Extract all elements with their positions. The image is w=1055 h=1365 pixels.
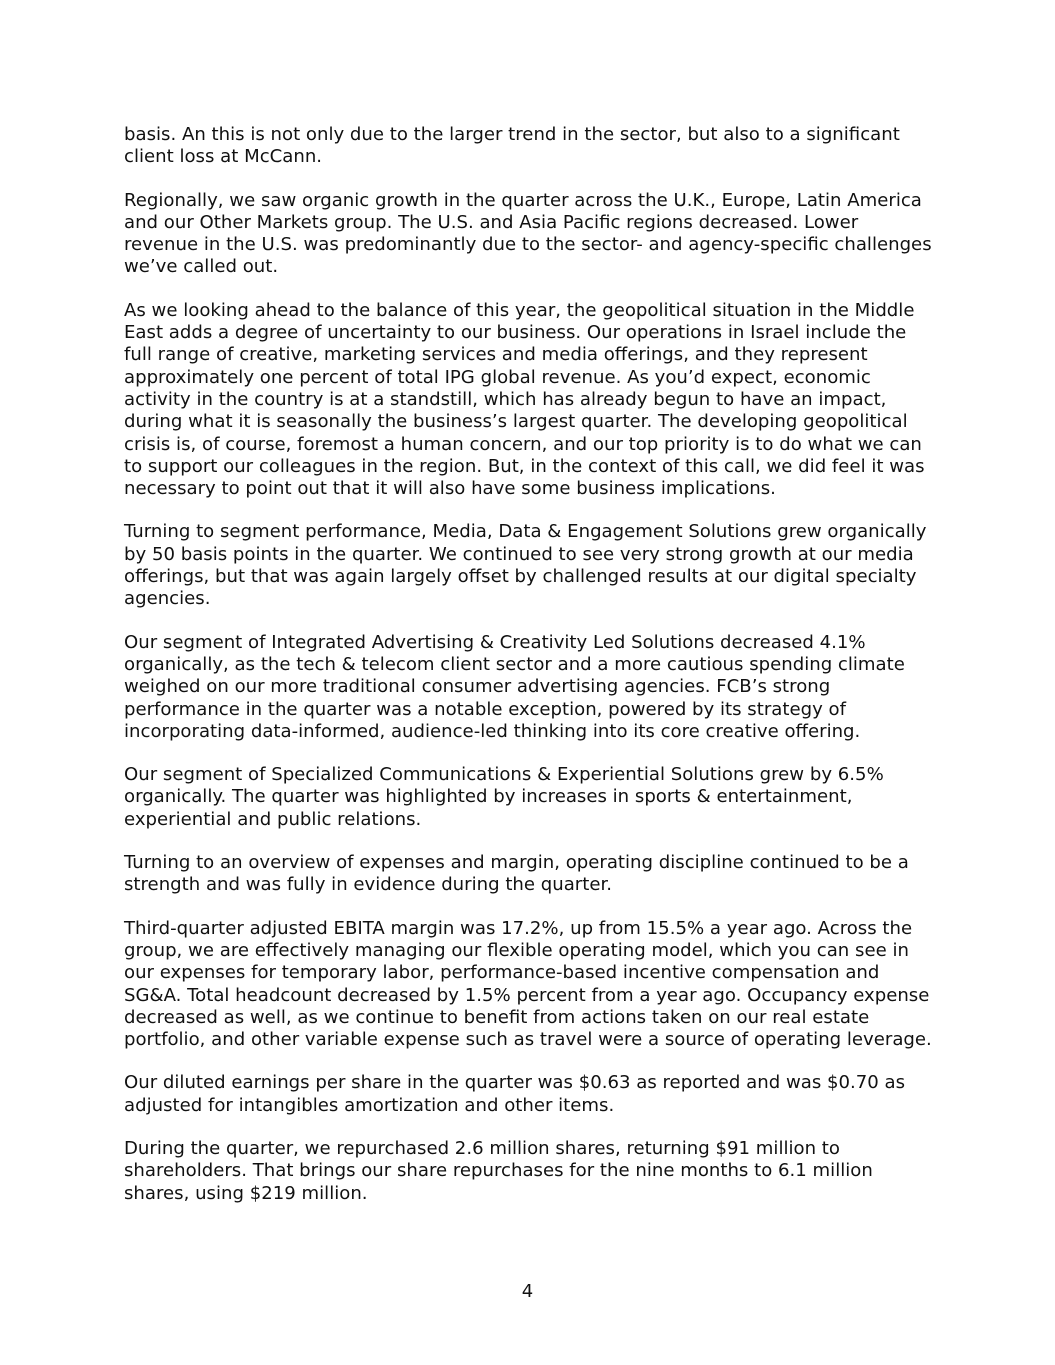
- paragraph-ebita-margin: Third-quarter adjusted EBITA margin was 17.2%, up from 15.5% a year ago. Across the group, we are effectively managing our flexible operating model, which you can see in our expenses for temporary labor, performance-based incentive compensation and SG&A. Total headcount decreased by 1.5% percent from a year ago. Occupancy expense decreased as well, as we continue to benefit from actions taken on our real estate portfolio, and other variable expense such as travel were a source of operating leverage.: [124, 917, 932, 1051]
- page-number: 4: [521, 1281, 534, 1302]
- paragraph-integrated-advertising: Our segment of Integrated Advertising & Creativity Led Solutions decreased 4.1% organically, as the tech & telecom client sector and a more cautious spending climate weighed on our more traditional consumer advertising agencies. FCB’s strong performance in the quarter was a notable exception, powered by its strategy of incorporating data-informed, audience-led thinking into its core creative offering.: [124, 631, 905, 742]
- paragraph-specialized-communications: Our segment of Specialized Communications & Experiential Solutions grew by 6.5% organically. The quarter was highlighted by increases in sports & entertainment, experiential and public relations.: [124, 764, 884, 830]
- paragraph-expenses-overview: Turning to an overview of expenses and margin, operating discipline continued to be a strength and was fully in evidence during the quarter.: [124, 852, 909, 896]
- paragraph-client-loss: basis. An this is not only due to the larger trend in the sector, but also to a significant client loss at McCann.: [124, 124, 900, 168]
- paragraph-diluted-eps: Our diluted earnings per share in the quarter was $0.63 as reported and was $0.70 as adjusted for intangibles amortization and other items.: [124, 1072, 906, 1116]
- paragraph-share-repurchases: During the quarter, we repurchased 2.6 million shares, returning $91 million to shareholders. That brings our share repurchases for the nine months to 6.1 million shares, using $219 million.: [124, 1137, 873, 1204]
- paragraph-media-data-engagement: Turning to segment performance, Media, Data & Engagement Solutions grew organically by 50 basis points in the quarter. We continued to see very strong growth at our media offerings, but that was again largely offset by challenged results at our digital specialty agencies.: [124, 521, 927, 610]
- document-body: [124, 124, 936, 1226]
- paragraph-middle-east: As we looking ahead to the balance of this year, the geopolitical situation in the Middle East adds a degree of uncertainty to our business. Our operations in Israel include the full range of creative, marketing services and media offerings, and they represent approximately one percent of total IPG global revenue. As you’d expect, economic activity in the country is at a standstill, which has already begun to have an impact, during what it is seasonally the business’s largest quarter. The developing geopolitical crisis is, of course, foremost a human concern, and our top priority is to do what we can to support our colleagues in the region. But, in the context of this call, we did feel it was necessary to point out that it will also have some business implications.: [124, 299, 925, 500]
- paragraph-regional-growth: Regionally, we saw organic growth in the quarter across the U.K., Europe, Latin America and our Other Markets group. The U.S. and Asia Pacific regions decreased. Lower revenue in the U.S. was predominantly due to the sector- and agency-specific challenges we’ve called out.: [124, 189, 932, 278]
